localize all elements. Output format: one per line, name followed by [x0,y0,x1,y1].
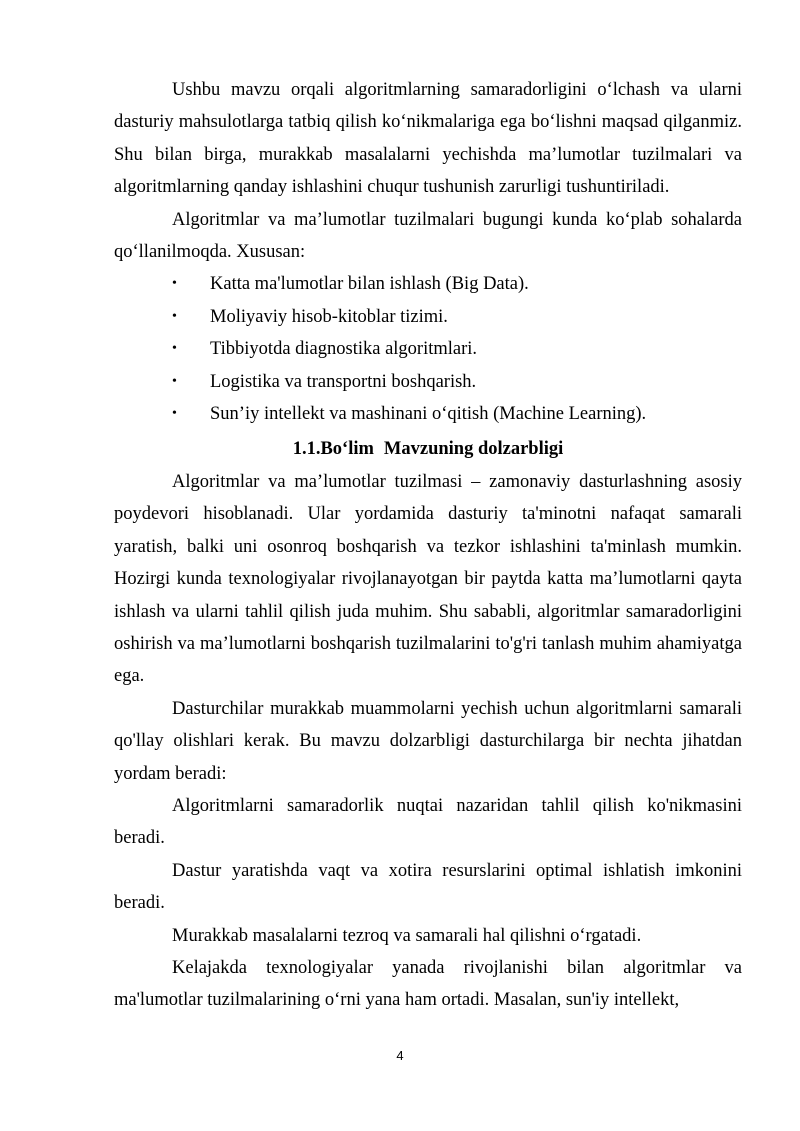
bullet-icon: • [172,341,177,357]
section-heading [114,433,742,465]
bullet-icon: • [172,276,177,292]
body-paragraph-6: Kelajakda texnologiyalar yanada rivojlanishi bilan algoritmlar va ma'lumotlar tuzilmalarining o‘rni yana ham ortadi. Masalan, sun'iy intellekt, [114,957,742,1011]
list-item-text: Katta ma'lumotlar bilan ishlash (Big Data). [210,274,529,295]
list-item-text: Tibbiyotda diagnostika algoritmlari. [210,339,478,360]
application-areas-list [114,268,742,430]
section-title: Mavzuning dolzarbligi [383,439,564,460]
body-paragraph-2: Dasturchilar murakkab muammolarni yechish uchun algoritmlarni samarali qo'llay olishlari kerak. Bu mavzu dolzarbligi dasturchilarga bir nechta jihatdan yordam beradi: [114,698,742,784]
body-paragraph-5: Murakkab masalalarni tezroq va samarali hal qilishni o‘rgatadi. [172,925,642,946]
body-paragraph-4: Dastur yaratishda vaqt va xotira resurslarini optimal ishlatish imkonini beradi. [114,860,742,914]
list-item-text: Moliyaviy hisob-kitoblar tizimi. [210,306,448,327]
section-number: 1.1.Bo‘lim [292,439,374,460]
page-number: 4 [396,1048,404,1063]
bullet-icon: • [172,373,177,389]
bullet-icon: • [172,406,177,422]
intro-paragraph-2: Algoritmlar va ma’lumotlar tuzilmalari bugungi kunda ko‘plab sohalarda qo‘llanilmoqda. Xususan: [114,209,742,263]
list-item [114,301,742,333]
intro-paragraph-1: Ushbu mavzu orqali algoritmlarning samaradorligini o‘lchash va ularni dasturiy mahsulotlarga tatbiq qilish ko‘nikmalariga ega bo‘lishni maqsad qilganmiz. Shu bilan birga, murakkab masalalarni yechishda ma’lumotlar tuzilmalari va algoritmlarning qanday ishlashini chuqur tushunish zarurligi tushuntiriladi. [114,80,742,198]
list-item [114,366,742,398]
list-item [114,333,742,365]
body-paragraph-1: Algoritmlar va ma’lumotlar tuzilmasi – zamonaviy dasturlashning asosiy poydevori hisoblanadi. Ular yordamida dasturiy ta'minotni nafaqat samarali yaratish, balki uni osonroq boshqarish va tezkor ishlashini ta'minlash mumkin. Hozirgi kunda texnologiyalar rivojlanayotgan bir paytda katta ma’lumotlarni qayta ishlash va ularni tahlil qilish juda muhim. Shu sababli, algoritmlar samaradorligini oshirish va ma’lumotlarni boshqarish tuzilmalarini to'g'ri tanlash muhim ahamiyatga ega. [114,471,742,687]
bullet-icon: • [172,308,177,324]
list-item-text: Logistika va transportni boshqarish. [210,371,477,392]
document-page [114,74,742,1017]
list-item [114,268,742,300]
list-item [114,398,742,430]
list-item-text: Sun’iy intellekt va mashinani o‘qitish (Machine Learning). [210,404,647,425]
body-paragraph-3: Algoritmlarni samaradorlik nuqtai nazaridan tahlil qilish ko'nikmasini beradi. [114,795,742,849]
